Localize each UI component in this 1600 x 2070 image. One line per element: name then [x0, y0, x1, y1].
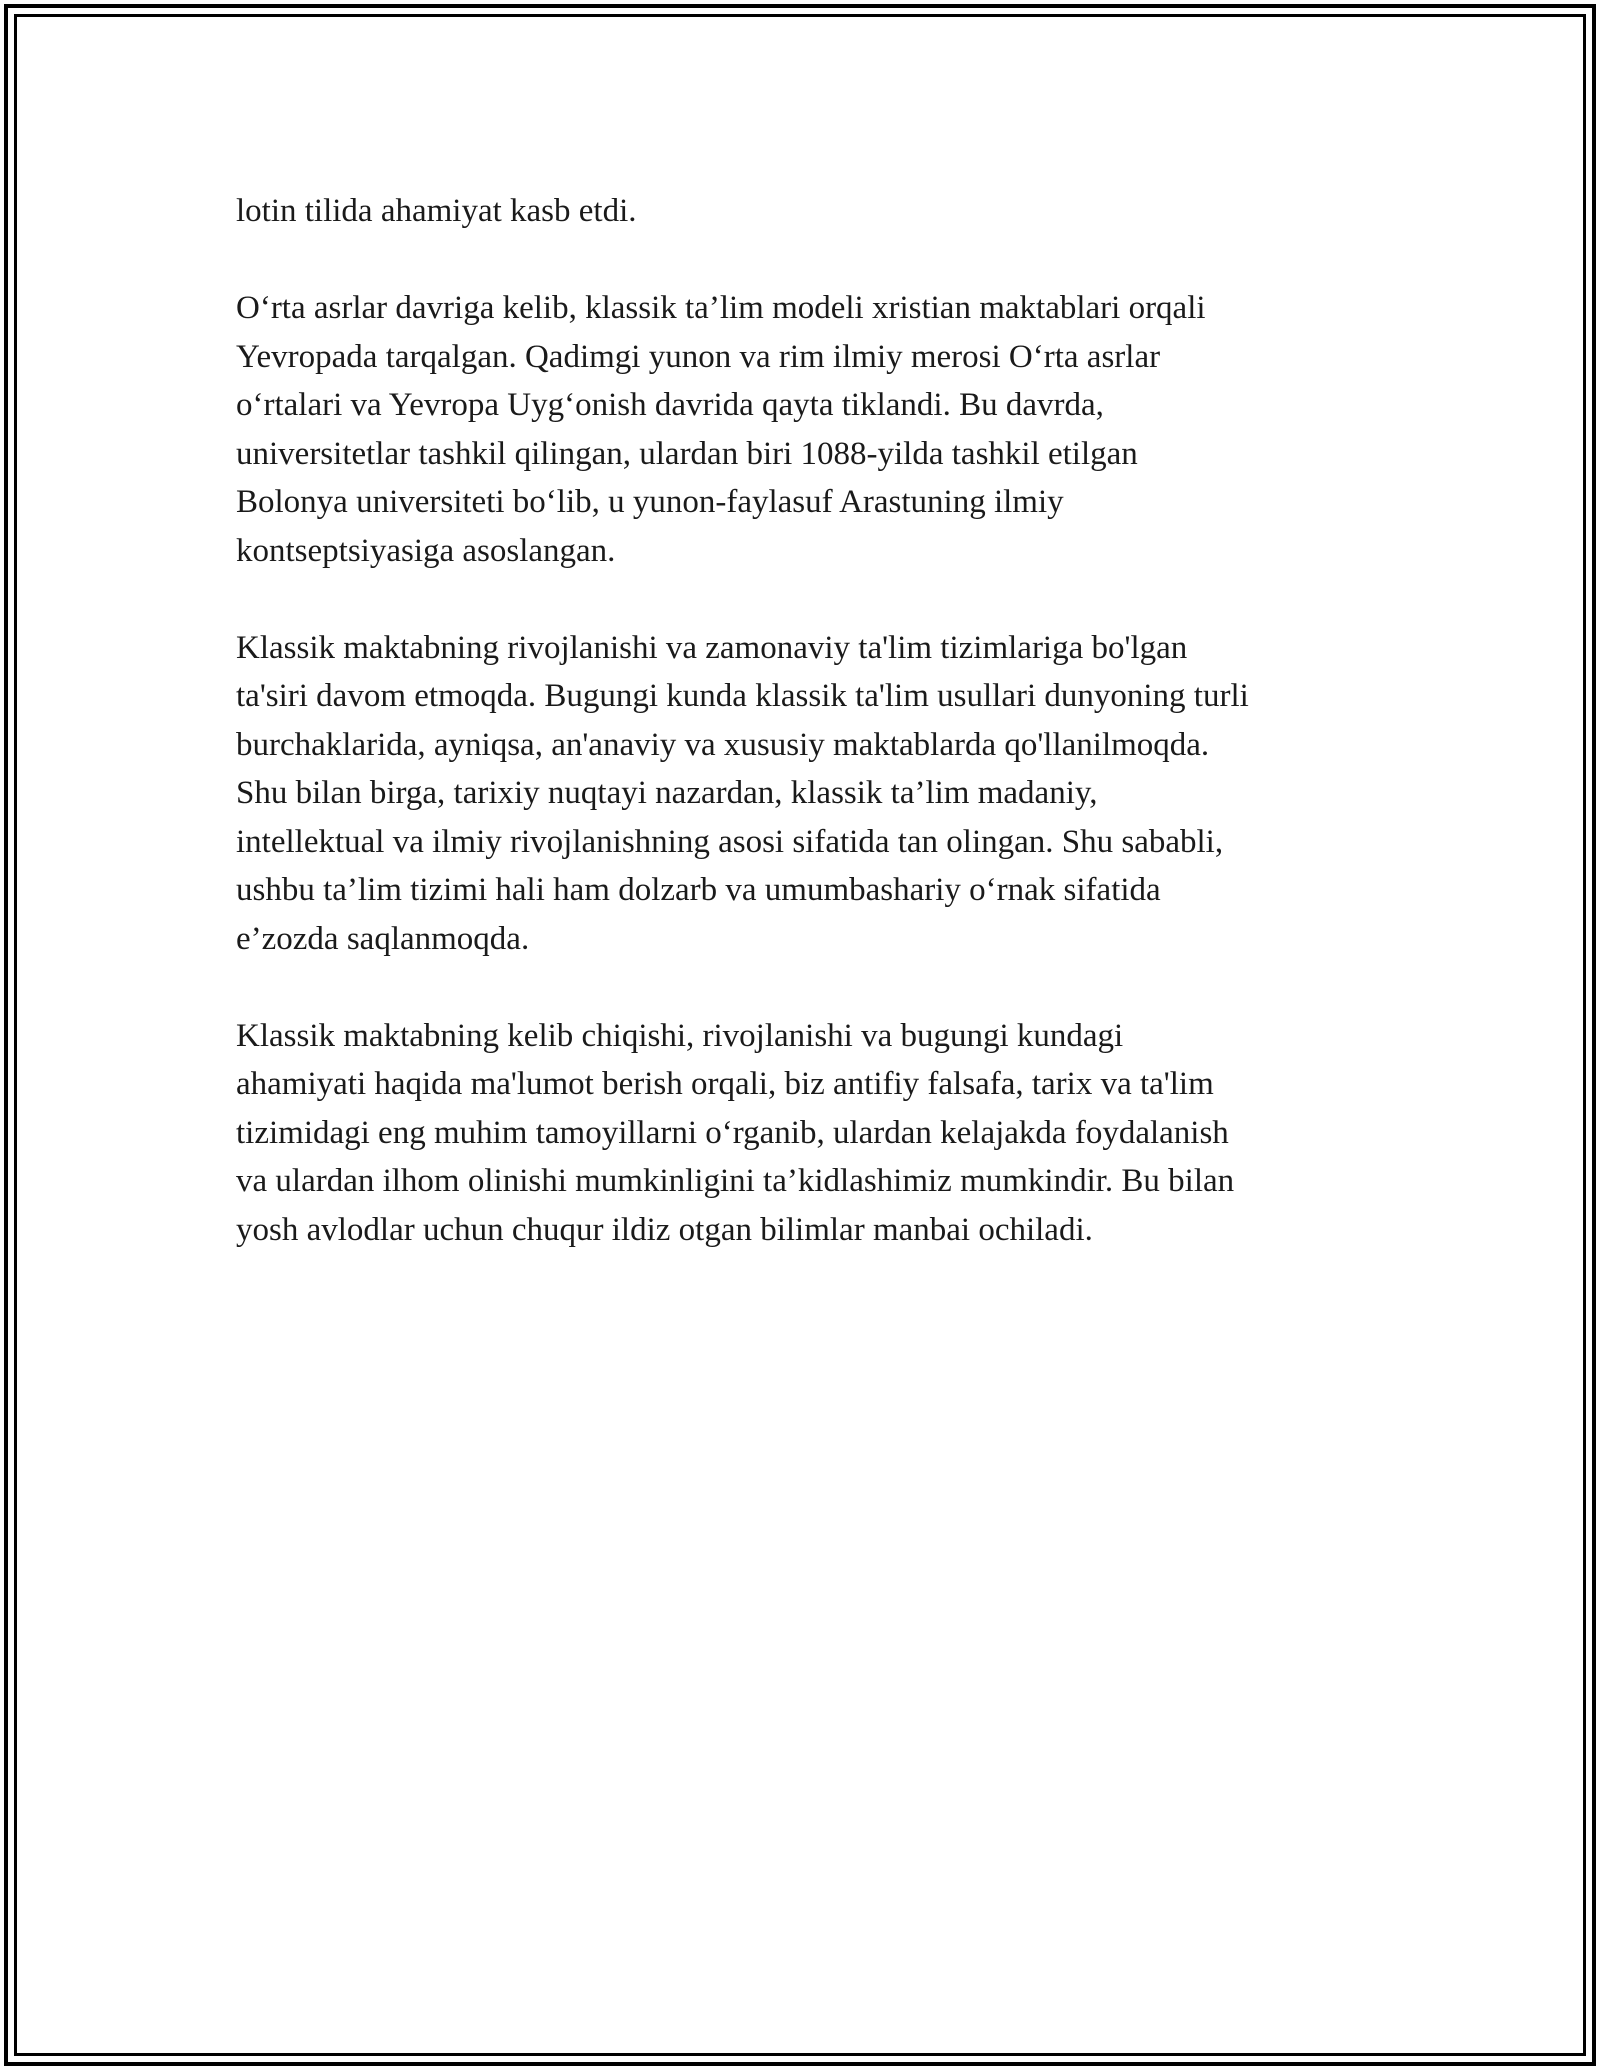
text-line: Klassik maktabning kelib chiqishi, rivojlanishi va bugungi kundagi: [236, 1017, 1124, 1054]
text-line: Shu bilan birga, tarixiy nuqtayi nazardan, klassik ta’lim madaniy,: [236, 775, 1098, 811]
text-line: Yevropada tarqalgan. Qadimgi yunon va rim ilmiy merosi O‘rta asrlar: [236, 338, 1161, 375]
text-line: intellektual va ilmiy rivojlanishning asosi sifatida tan olingan. Shu sababli,: [236, 823, 1224, 860]
text-line: ta'siri davom etmoqda. Bugungi kunda klassik ta'lim usullari dunyoning turli: [236, 678, 1249, 714]
text-line: lotin tilida ahamiyat kasb etdi.: [236, 193, 637, 229]
text-line: ushbu ta’lim tizimi hali ham dolzarb va umumbashariy o‘rnak sifatida: [236, 872, 1161, 908]
paragraph: [236, 624, 1376, 964]
text-line: universitetlar tashkil qilingan, ulardan biri 1088-yilda tashkil etilgan: [236, 435, 1138, 472]
text-line: Bolonya universiteti bo‘lib, u yunon-faylasuf Arastuning ilmiy: [236, 484, 1064, 520]
text-line: burchaklarida, ayniqsa, an'anaviy va xususiy maktablarda qo'llanilmoqda.: [236, 726, 1210, 763]
text-line: e’zozda saqlanmoqda.: [236, 920, 530, 957]
text-line: yosh avlodlar uchun chuqur ildiz otgan bilimlar manbai ochiladi.: [236, 1211, 1093, 1248]
paragraph: [236, 1012, 1376, 1255]
text-line: kontseptsiyasiga asoslangan.: [236, 532, 616, 569]
text-line: o‘rtalari va Yevropa Uyg‘onish davrida qayta tiklandi. Bu davrda,: [236, 387, 1104, 423]
document-body: [236, 187, 1376, 1303]
text-line: tizimidagi eng muhim tamoyillarni o‘rganib, ulardan kelajakda foydalanish: [236, 1114, 1229, 1151]
paragraph: [236, 187, 1376, 236]
text-line: va ulardan ilhom olinishi mumkinligini ta’kidlashimiz mumkindir. Bu bilan: [236, 1163, 1235, 1199]
text-line: ahamiyati haqida ma'lumot berish orqali, biz antifiy falsafa, tarix va ta'lim: [236, 1066, 1214, 1102]
text-line: Klassik maktabning rivojlanishi va zamonaviy ta'lim tizimlariga bo'lgan: [236, 629, 1188, 666]
paragraph: [236, 284, 1376, 575]
text-line: O‘rta asrlar davriga kelib, klassik ta’lim modeli xristian maktablari orqali: [236, 290, 1206, 326]
